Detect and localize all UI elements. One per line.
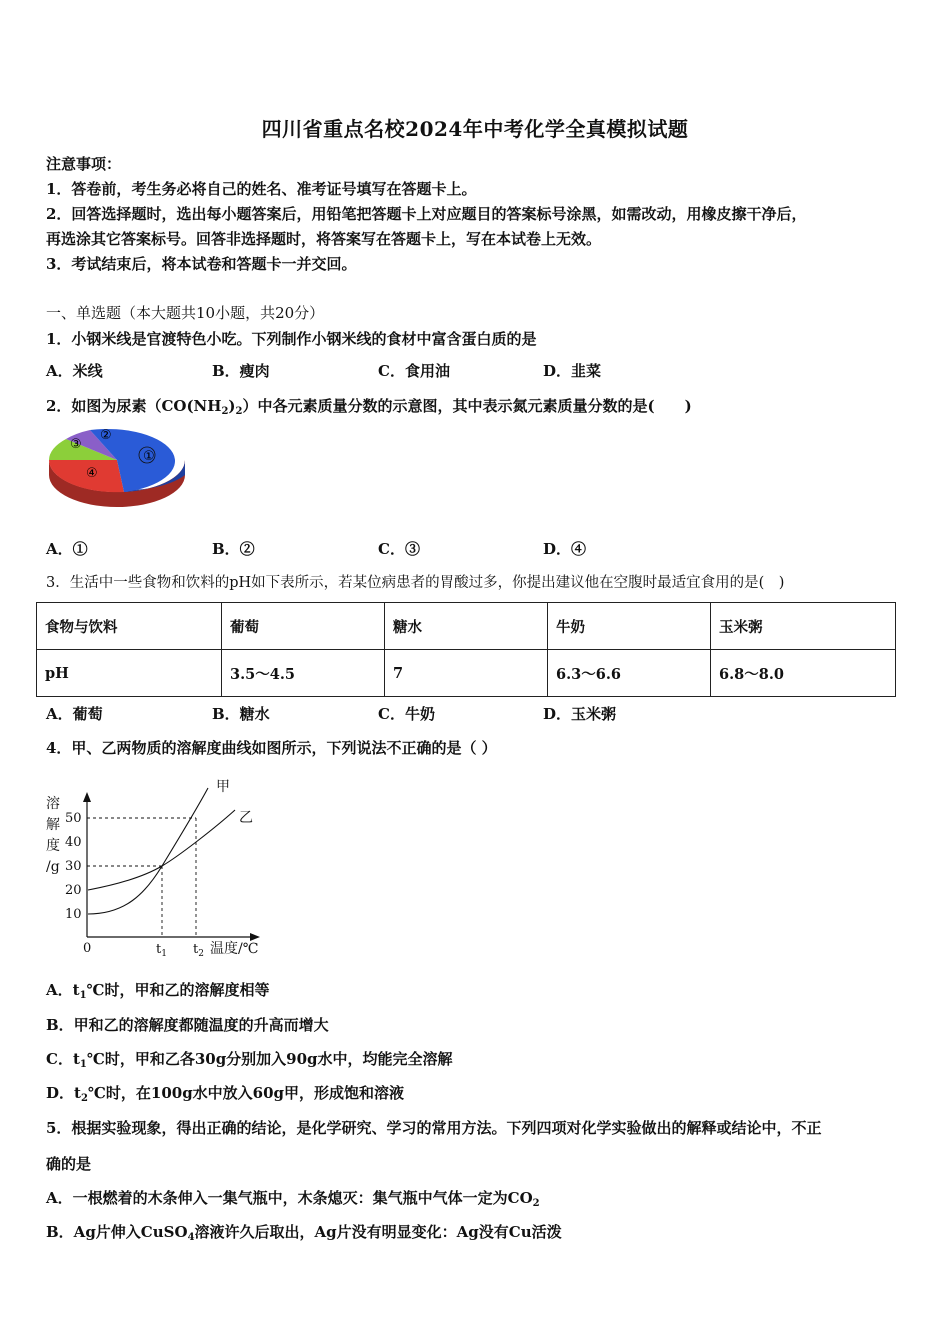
- y-axis-label: /g: [46, 859, 60, 875]
- pie-label-1: ①: [143, 449, 155, 464]
- q4-stem: 4．甲、乙两物质的溶解度曲线如图所示，下列说法不正确的是（ ）: [46, 739, 497, 757]
- note-2a: 2．回答选择题时，选出每小题答案后，用铅笔把答题卡上对应题目的答案标号涂黑，如需改动，用橡皮擦干净后，: [46, 205, 807, 223]
- note-2b: 再选涂其它答案标号。回答非选择题时，将答案写在答题卡上，写在本试卷上无效。: [46, 230, 602, 248]
- table-cell: 6.3～6.6: [548, 650, 711, 697]
- table-header-cell: 糖水: [385, 603, 548, 650]
- q4-option-d: D．$t_2℃$时，在100g水中放入60g甲，形成饱和溶液: [46, 1084, 405, 1104]
- table-row: [37, 650, 896, 697]
- q2-stem: 2．如图为尿素$(CO(NH_2)_2)$中各元素质量分数的示意图，其中表示氮元素质量分数的是( ): [46, 397, 692, 417]
- q4-option-c: C．$t_1℃$时，甲和乙各30g分别加入90g水中，均能完全溶解: [46, 1050, 453, 1070]
- y-tick: 30: [65, 859, 82, 874]
- table-header-cell: 牛奶: [548, 603, 711, 650]
- q5-option-b: B．Ag片伸入CuSO$_4$溶液许久后取出，Ag片没有明显变化：Ag没有Cu活泼: [46, 1223, 562, 1243]
- q3-option-b: B．糖水: [212, 705, 270, 723]
- section-heading: 一、单选题（本大题共10小题，共20分）: [46, 304, 325, 322]
- y-axis-label: 度: [46, 838, 60, 854]
- note-1: 1．答卷前，考生务必将自己的姓名、准考证号填写在答题卡上。: [46, 180, 477, 198]
- q4-option-b: B．甲和乙的溶解度都随温度的升高而增大: [46, 1016, 329, 1034]
- q5-stem-line1: 5．根据实验现象，得出正确的结论，是化学研究、学习的常用方法。下列四项对化学实验做出的解释或结论中，不正: [46, 1119, 822, 1137]
- q5-option-a: A．一根燃着的木条伸入一集气瓶中，木条熄灭：集气瓶中气体一定为$CO_2$: [46, 1189, 540, 1209]
- q2-option-b: B．②: [212, 540, 255, 558]
- q5-stem-line2: 确的是: [46, 1155, 92, 1173]
- q4-option-a: A．$t_1℃$时，甲和乙的溶解度相等: [46, 981, 270, 1001]
- x-tick-t2: $t_2$: [193, 942, 204, 959]
- q1-option-c: C．食用油: [378, 362, 450, 380]
- y-axis-label: 解: [46, 817, 60, 833]
- y-axis-label: 溶: [46, 796, 60, 812]
- urea-pie-chart: [44, 420, 190, 510]
- pie-label-2: ②: [100, 428, 112, 443]
- table-cell: 7: [385, 650, 548, 697]
- q2-option-a: A．①: [46, 540, 88, 558]
- curve-yi: [88, 810, 235, 890]
- y-tick: 40: [65, 835, 82, 850]
- table-header-cell: 葡萄: [222, 603, 385, 650]
- x-tick-t1: $t_1$: [156, 942, 167, 959]
- note-3: 3．考试结束后，将本试卷和答题卡一并交回。: [46, 255, 357, 273]
- series-label-jia: 甲: [216, 779, 230, 795]
- q2-option-d: D．④: [543, 540, 587, 558]
- y-tick: 10: [65, 907, 82, 922]
- table-cell: pH: [37, 650, 222, 697]
- q1-stem: 1．小钢米线是官渡特色小吃。下列制作小钢米线的食材中富含蛋白质的是: [46, 330, 537, 348]
- pie-label-4: ④: [86, 466, 98, 481]
- table-cell: 3.5～4.5: [222, 650, 385, 697]
- q3-stem: 3．生活中一些食物和饮料的pH如下表所示，若某位病患者的胃酸过多，你提出建议他在空腹时最适宜食用的是( ): [46, 575, 785, 591]
- solubility-chart: [40, 772, 275, 962]
- q1-option-d: D．韭菜: [543, 362, 602, 380]
- pie-label-3: ③: [70, 437, 82, 452]
- curve-jia: [88, 788, 208, 914]
- y-tick: 20: [65, 883, 82, 898]
- table-header-cell: 食物与饮料: [37, 603, 222, 650]
- q3-option-d: D．玉米粥: [543, 705, 617, 723]
- q3-option-c: C．牛奶: [378, 705, 435, 723]
- table-cell: 6.8～8.0: [711, 650, 896, 697]
- q3-option-a: A．葡萄: [46, 705, 103, 723]
- table-header-cell: 玉米粥: [711, 603, 896, 650]
- y-tick: 50: [65, 811, 82, 826]
- q1-option-b: B．瘦肉: [212, 362, 270, 380]
- origin-label: 0: [83, 941, 92, 956]
- series-label-yi: 乙: [239, 810, 253, 826]
- table-row: [37, 603, 896, 650]
- ph-table: [36, 602, 896, 697]
- q2-option-c: C．③: [378, 540, 420, 558]
- notes-heading: 注意事项：: [46, 155, 122, 173]
- x-axis-label: 温度/℃: [210, 941, 259, 957]
- q1-option-a: A．米线: [46, 362, 103, 380]
- page-title: 四川省重点名校2024年中考化学全真模拟试题: [261, 117, 689, 141]
